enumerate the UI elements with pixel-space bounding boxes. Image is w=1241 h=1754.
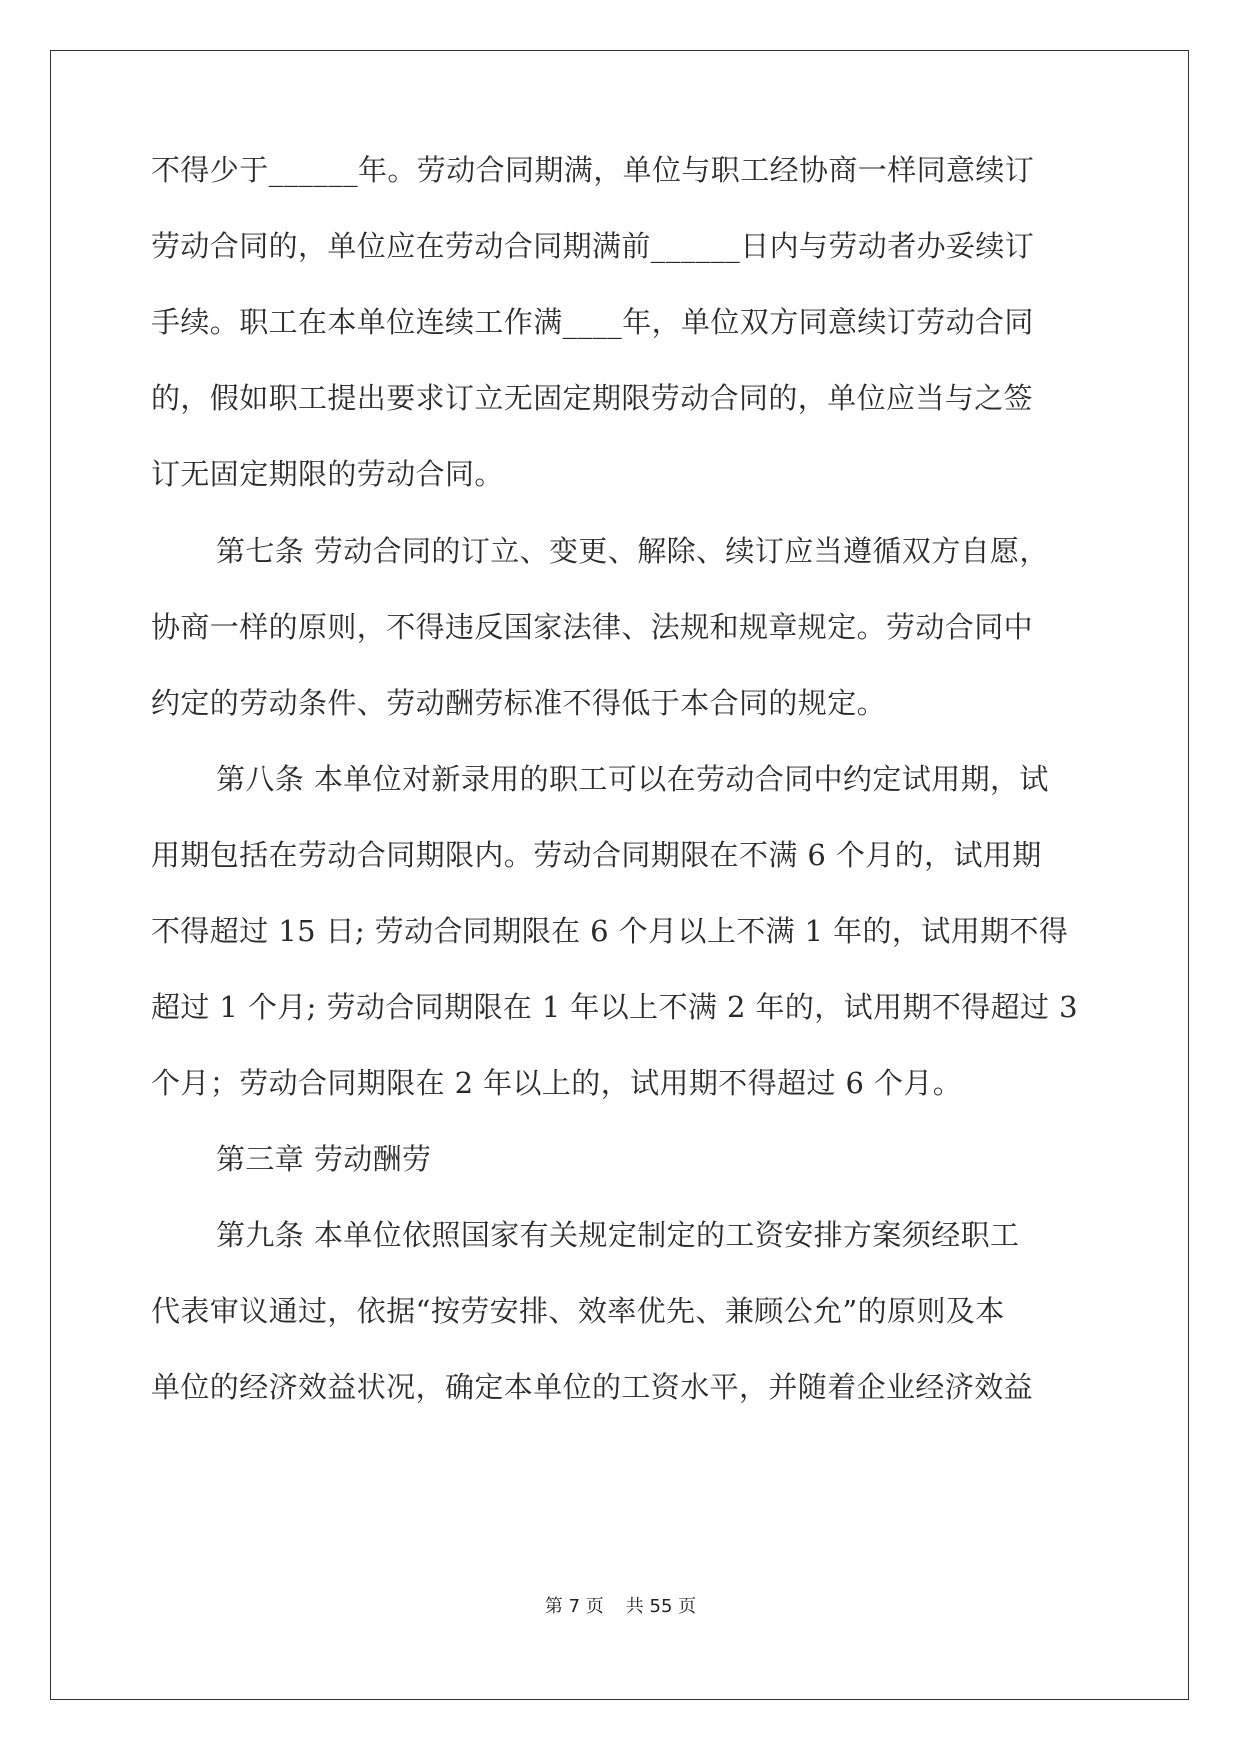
article-7-heading-line: 第七条 劳动合同的订立、变更、解除、续订应当遵循双方自愿， (216, 534, 1049, 568)
text-line: 不得少于______年。劳动合同期满，单位与职工经协商一样同意续订 (151, 153, 1035, 187)
text-line: 协商一样的原则，不得违反国家法律、法规和规章规定。劳动合同中 (151, 610, 1034, 644)
text-line: 代表审议通过，依据“按劳安排、效率优先、兼顾公允”的原则及本 (151, 1294, 1005, 1328)
text-line: 个月；劳动合同期限在 2 年以上的，试用期不得超过 6 个月。 (151, 1066, 963, 1100)
text-line: 单位的经济效益状况，确定本单位的工资水平，并随着企业经济效益 (151, 1370, 1034, 1404)
text-line: 手续。职工在本单位连续工作满____年，单位双方同意续订劳动合同 (151, 305, 1034, 339)
article-9-heading-line: 第九条 本单位依照国家有关规定制定的工资安排方案须经职工 (216, 1218, 1020, 1252)
page-border (50, 50, 1189, 1700)
text-line: 的，假如职工提出要求订立无固定期限劳动合同的，单位应当与之签 (151, 381, 1034, 415)
text-line: 超过 1 个月; 劳动合同期限在 1 年以上不满 2 年的，试用期不得超过 3 (151, 990, 1078, 1024)
chapter-3-heading: 第三章 劳动酬劳 (216, 1142, 432, 1176)
page-footer (0, 1595, 1241, 1619)
text-line: 劳动合同的，单位应在劳动合同期满前______日内与劳动者办妥续订 (151, 229, 1035, 263)
article-8-heading-line: 第八条 本单位对新录用的职工可以在劳动合同中约定试用期，试 (216, 762, 1049, 796)
text-line: 用期包括在劳动合同期限内。劳动合同期限在不满 6 个月的，试用期 (151, 838, 1042, 872)
total-page-count: 共 55 页 (625, 1596, 697, 1617)
current-page-number: 第 7 页 (544, 1596, 604, 1617)
text-line: 约定的劳动条件、劳动酬劳标准不得低于本合同的规定。 (151, 686, 887, 720)
text-line: 订无固定期限的劳动合同。 (151, 457, 504, 491)
text-line: 不得超过 15 日; 劳动合同期限在 6 个月以上不满 1 年的，试用期不得 (151, 914, 1069, 948)
